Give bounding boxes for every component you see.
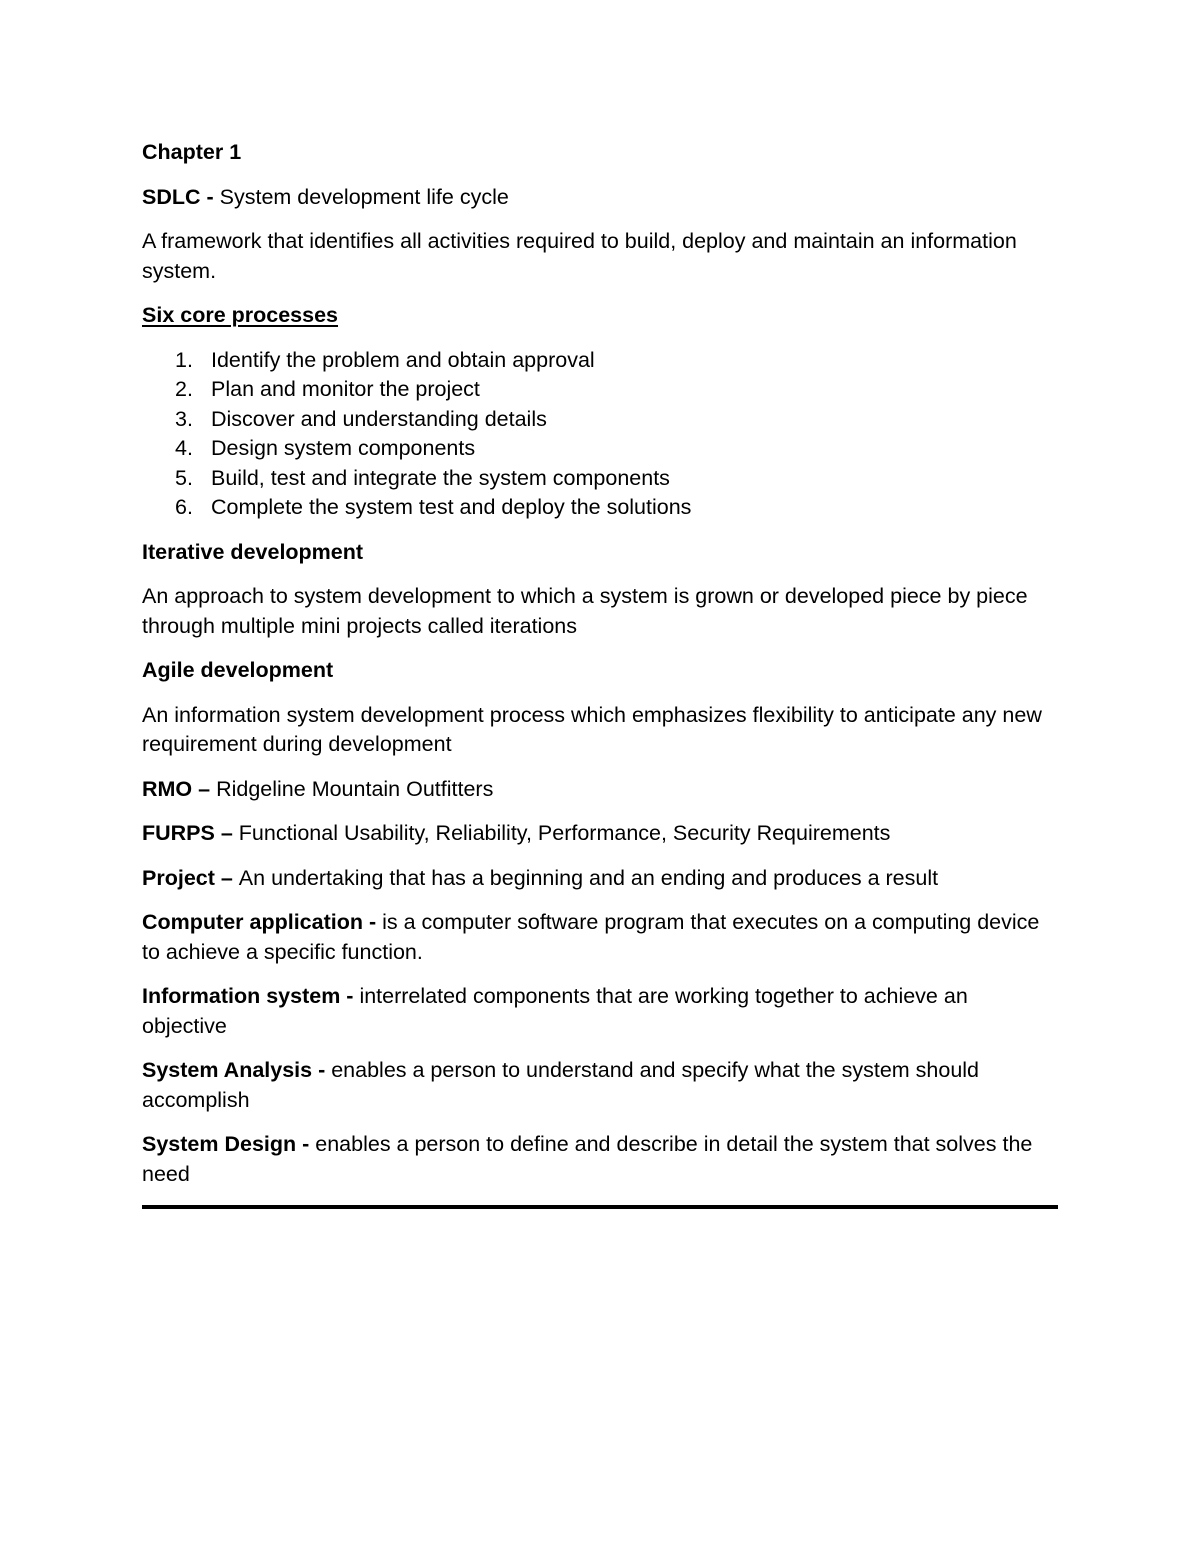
definition-text: Functional Usability, Reliability, Performance, Security Requirements <box>238 821 891 845</box>
iterative-heading: Iterative development <box>142 539 364 564</box>
chapter-title: Chapter 1 <box>142 140 242 164</box>
definition-system-analysis <box>142 1056 1058 1115</box>
document-page <box>142 138 1058 1209</box>
list-item <box>142 493 1058 523</box>
definition-term: System Design - <box>142 1132 316 1156</box>
list-item <box>142 434 1058 464</box>
list-item-text: Discover and understanding details <box>211 406 547 431</box>
definition-text: Ridgeline Mountain Outfitters <box>216 776 494 801</box>
definition-term: Information system - <box>142 984 360 1008</box>
sdlc-definition <box>142 183 1058 213</box>
list-item-text: Build, test and integrate the system components <box>211 465 670 490</box>
definition-term: Project – <box>142 865 239 890</box>
framework-paragraph: A framework that identifies all activities required to build, deploy and maintain an information system. <box>142 229 1017 283</box>
definition-text: interrelated components that are working together to achieve an objective <box>142 984 968 1038</box>
definition-text: is a computer software program that executes on a computing device to achieve a specific function. <box>142 910 1040 964</box>
horizontal-divider <box>142 1205 1058 1209</box>
iterative-paragraph: An approach to system development to which a system is grown or developed piece by piece through multiple mini projects called iterations <box>142 584 1028 638</box>
list-item-text: Complete the system test and deploy the solutions <box>211 495 692 519</box>
agile-heading: Agile development <box>142 658 334 682</box>
definition-system-design <box>142 1130 1058 1189</box>
list-item-text: Design system components <box>211 436 476 460</box>
definition-rmo <box>142 775 1058 805</box>
sdlc-text: System development life cycle <box>219 184 509 209</box>
list-item-text: Identify the problem and obtain approval <box>211 347 595 372</box>
sdlc-term: SDLC - <box>142 184 220 209</box>
list-item-number: 2. <box>175 377 193 401</box>
list-item-number: 5. <box>175 465 193 490</box>
six-core-heading: Six core processes <box>142 303 339 327</box>
definition-text: An undertaking that has a beginning and an ending and produces a result <box>238 865 939 890</box>
list-item-number: 3. <box>175 406 193 431</box>
list-item-number: 4. <box>175 436 193 460</box>
definition-text: enables a person to understand and specify what the system should accomplish <box>142 1058 980 1112</box>
definition-information-system <box>142 982 1058 1041</box>
list-item-text: Plan and monitor the project <box>211 377 480 401</box>
definition-term: Computer application - <box>142 910 383 934</box>
list-item <box>142 464 1058 494</box>
definition-project <box>142 864 1058 894</box>
definition-furps <box>142 819 1058 849</box>
definition-computer-application <box>142 908 1058 967</box>
list-item-number: 6. <box>175 495 193 519</box>
agile-paragraph: An information system development process which emphasizes flexibility to anticipate any new requirement during development <box>142 702 1042 756</box>
definition-term: FURPS – <box>142 821 239 845</box>
list-item-number: 1. <box>175 347 193 372</box>
definition-text: enables a person to define and describe in detail the system that solves the need <box>142 1132 1033 1186</box>
definition-term: RMO – <box>142 776 217 801</box>
list-item <box>142 405 1058 435</box>
list-item <box>142 375 1058 405</box>
definition-term: System Analysis - <box>142 1058 332 1082</box>
six-core-list <box>142 346 1058 523</box>
list-item <box>142 346 1058 376</box>
